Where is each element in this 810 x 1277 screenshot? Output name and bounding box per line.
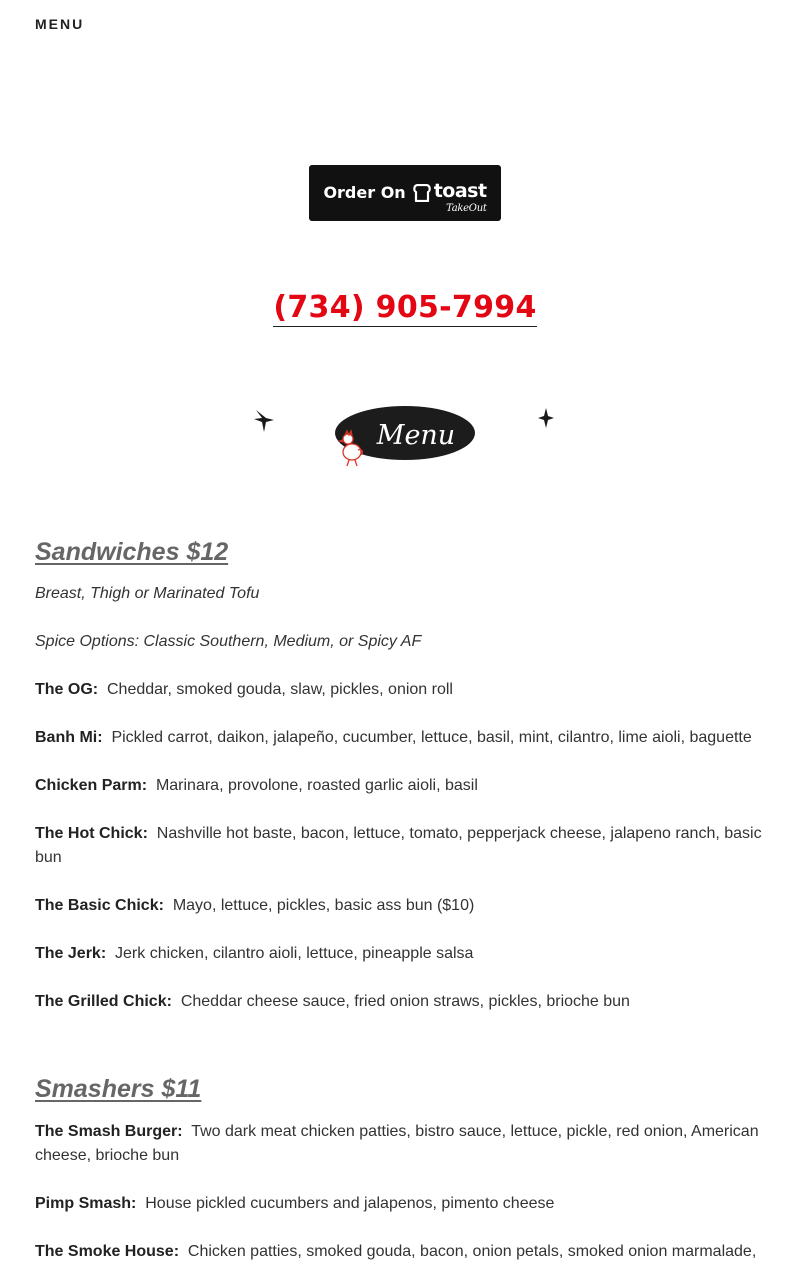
- section-title-sandwiches[interactable]: Sandwiches $12: [35, 538, 229, 566]
- menu-item-name: The Smoke House:: [35, 1243, 180, 1260]
- menu-item-smash-burger: [35, 1120, 775, 1168]
- menu-item-desc: Mayo, lettuce, pickles, basic ass bun ($10): [172, 897, 475, 914]
- phone-number-link[interactable]: (734) 905-7994: [273, 290, 537, 325]
- menu-item-desc: Cheddar cheese sauce, fried onion straws, pickles, brioche bun: [180, 993, 630, 1010]
- sandwiches-note-spice: Spice Options: Classic Southern, Medium, or Spicy AF: [35, 633, 422, 650]
- menu-item-pimp-smash: [35, 1192, 775, 1216]
- menu-item-basic-chick: [35, 894, 775, 918]
- menu-item-desc: Chicken patties, smoked gouda, bacon, onion petals, smoked onion marmalade,: [187, 1243, 757, 1260]
- toast-logo: [412, 180, 487, 214]
- menu-item-name: The Jerk:: [35, 945, 107, 962]
- menu-item-desc: Pickled carrot, daikon, jalapeño, cucumber, lettuce, basil, mint, cilantro, lime aioli, baguette: [111, 729, 752, 746]
- menu-item-grilled-chick: [35, 990, 775, 1014]
- menu-badge-label: Menu: [376, 420, 456, 451]
- toast-bread-icon: [412, 184, 432, 202]
- menu-item-name: The Hot Chick:: [35, 825, 148, 842]
- menu-item-desc: House pickled cucumbers and jalapenos, pimento cheese: [145, 1195, 555, 1212]
- sandwiches-note-protein: Breast, Thigh or Marinated Tofu: [35, 585, 260, 602]
- menu-toggle-button[interactable]: MENU: [35, 16, 85, 32]
- menu-badge-graphic: [250, 398, 560, 472]
- toast-brand-text: toast: [433, 180, 487, 202]
- menu-item-name: The Basic Chick:: [35, 897, 164, 914]
- menu-item-banh-mi: [35, 726, 775, 750]
- menu-item-hot-chick: [35, 822, 775, 870]
- menu-item-the-og: [35, 678, 775, 702]
- menu-item-name: The Smash Burger:: [35, 1123, 183, 1140]
- section-title-smashers[interactable]: Smashers $11: [35, 1075, 202, 1103]
- menu-item-desc: Marinara, provolone, roasted garlic aioli, basil: [155, 777, 478, 794]
- phone-number-container: [0, 290, 810, 325]
- menu-item-the-jerk: [35, 942, 775, 966]
- menu-item-name: Banh Mi:: [35, 729, 103, 746]
- menu-item-desc: Nashville hot baste, bacon, lettuce, tomato, pepperjack cheese, jalapeno ranch, basic bun: [35, 825, 762, 866]
- sparkle-right-icon: [538, 408, 554, 428]
- menu-content: [35, 534, 775, 1277]
- order-on-label: Order On: [323, 182, 406, 202]
- menu-item-desc: Jerk chicken, cilantro aioli, lettuce, pineapple salsa: [115, 945, 474, 962]
- order-on-toast-button[interactable]: [309, 165, 501, 221]
- menu-item-smoke-house: [35, 1240, 775, 1264]
- menu-item-desc: Two dark meat chicken patties, bistro sauce, lettuce, pickle, red onion, American cheese, brioche bun: [35, 1123, 759, 1164]
- takeout-text: TakeOut: [446, 203, 487, 214]
- sparkle-left-icon: [254, 410, 274, 432]
- menu-item-name: Chicken Parm:: [35, 777, 148, 794]
- menu-item-name: Pimp Smash:: [35, 1195, 137, 1212]
- menu-item-chicken-parm: [35, 774, 775, 798]
- menu-item-name: The Grilled Chick:: [35, 993, 172, 1010]
- menu-item-name: The OG:: [35, 681, 99, 698]
- menu-item-desc: Cheddar, smoked gouda, slaw, pickles, onion roll: [107, 681, 453, 698]
